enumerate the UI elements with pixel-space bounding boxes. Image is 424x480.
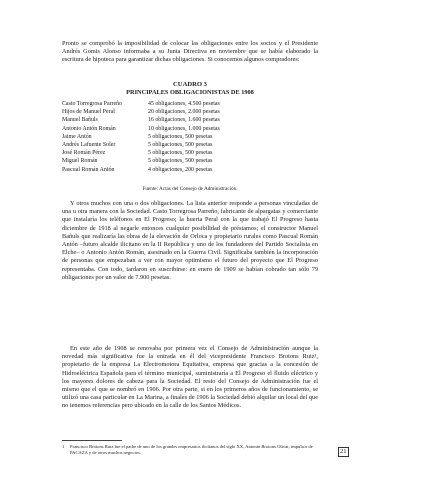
table-row (62, 116, 318, 124)
holder-name: José Román Pérez (62, 150, 106, 157)
holder-obligations: 16 obligaciones, 1.600 pesetas (148, 117, 220, 124)
holder-obligations: 10 obligaciones, 1.000 pesetas (148, 125, 220, 132)
holder-obligations: 5 obligaciones, 500 pesetas (148, 142, 213, 149)
table-row (62, 100, 318, 108)
holder-obligations: 5 obligaciones, 500 pesetas (148, 150, 213, 157)
holder-obligations: 20 obligaciones, 2.000 pesetas (148, 109, 220, 116)
intro-paragraph: Pronto se comprobó la imposibilidad de colocar las obligaciones entre los socios y el Presidente Andrés Gomis Alonso informaba a su Junta Directiva en noviembre que se había elaborado la escritura de hipoteca para garantizar dichas obligaciones. Si conocemos algunos compradores: (62, 40, 318, 64)
footnote-divider (62, 440, 122, 441)
holder-obligations: 45 obligaciones, 4.500 pesetas (148, 101, 220, 107)
holder-name: Manuel Bañuls (62, 117, 98, 124)
body-paragraph-1: Y otros muchos con una o dos obligaciones. La lista anterior responde a personas vinculadas de una u otra manera con la Sociedad. Casto Torregrosa Parreño, fabricante de alpargatas y comerciante que instalaría los teléfonos en El Progreso; la huerta Peral con la que trabajó El Progreso hasta diciembre de 1918 al negarle entonces cualquier posibilidad de préstamos; el constructor Manuel Bañuls que realizaría las obras de la elevación de Orloca y propietario rurales como Pascual Román Antón –futuro alcalde ilicitano en la II República y uno de los fundadores del Partido Socialista en Elche– o Antonio Antón Román, asesinado en la Guerra Civil. Significaba también la incorporación de personas que empezaban a ver con mayor optimismo el futuro del proyecto que El Progreso representaba. Con todo, tardaron en suscribirse: en enero de 1909 se habían cobrado tan sólo 79 obligaciones por un valor de 7.900 pesetas. (62, 200, 318, 281)
table-title: CUADRO 3 (173, 81, 207, 88)
holder-name: Antonio Antón Román (62, 125, 116, 132)
table-row (62, 141, 318, 149)
holder-name: Miguel Román (62, 158, 98, 165)
holder-name: Casto Torregrosa Parreño (62, 101, 123, 107)
table-row (62, 125, 318, 133)
holder-obligations: 5 obligaciones, 500 pesetas (148, 158, 213, 165)
table-row (62, 133, 318, 141)
holder-name: Andrés Lafuente Soler (62, 142, 116, 149)
table-row (62, 166, 318, 174)
table-source: Fuente: Actas del Consejo de Administración. (142, 186, 238, 192)
table-row (62, 108, 318, 116)
footnote-number: 1 (62, 444, 65, 449)
holder-obligations: 4 obligaciones, 200 pesetas (148, 166, 213, 173)
footnote-text: Francisco Brotons Ruiz fue el padre de uno de los grandes empresarios ilicitanos del siglo XX, Antonio Brotons Olivar, impulsor de PACAZA y de otros muchos negocios. (70, 444, 313, 455)
table-row (62, 157, 318, 165)
holder-name: Hijos de Manuel Peral (62, 109, 115, 116)
holder-obligations: 5 obligaciones, 500 pesetas (148, 133, 213, 140)
page-number: 21 (340, 448, 347, 455)
holder-name: Pascual Román Antón (62, 166, 115, 173)
table-row (62, 149, 318, 157)
holder-name: Jaime Antón (62, 133, 92, 140)
body-paragraph-2: En este año de 1908 se renovaba por primera vez el Consejo de Administración aunque la novedad más significativa fue la entrada en él del vicepresidente Francisco Brotons Ruiz¹, propietario de la empresa La Electromotora Equitativa, empresa que gracias a la concesión de Hidroeléctrica Española para el término municipal, suministraría a El Progreso el fluido eléctrico y los mayores dolores de cabeza para la Sociedad. El resto del Consejo de Administración fue el mismo que el que se nombró en 1906. Por otra parte, si en los primeros años de funcionamiento, se utilizó una casa particular en La Marina, a finales de 1906 la Sociedad debió alquilar un local del que no tenemos referencias pero ubicado en la calle de los Santos Médicos. (62, 345, 318, 410)
footnote (62, 444, 318, 456)
obligations-table (62, 100, 318, 174)
table-subtitle: PRINCIPALES OBLIGACIONISTAS DE 1908 (126, 89, 254, 96)
